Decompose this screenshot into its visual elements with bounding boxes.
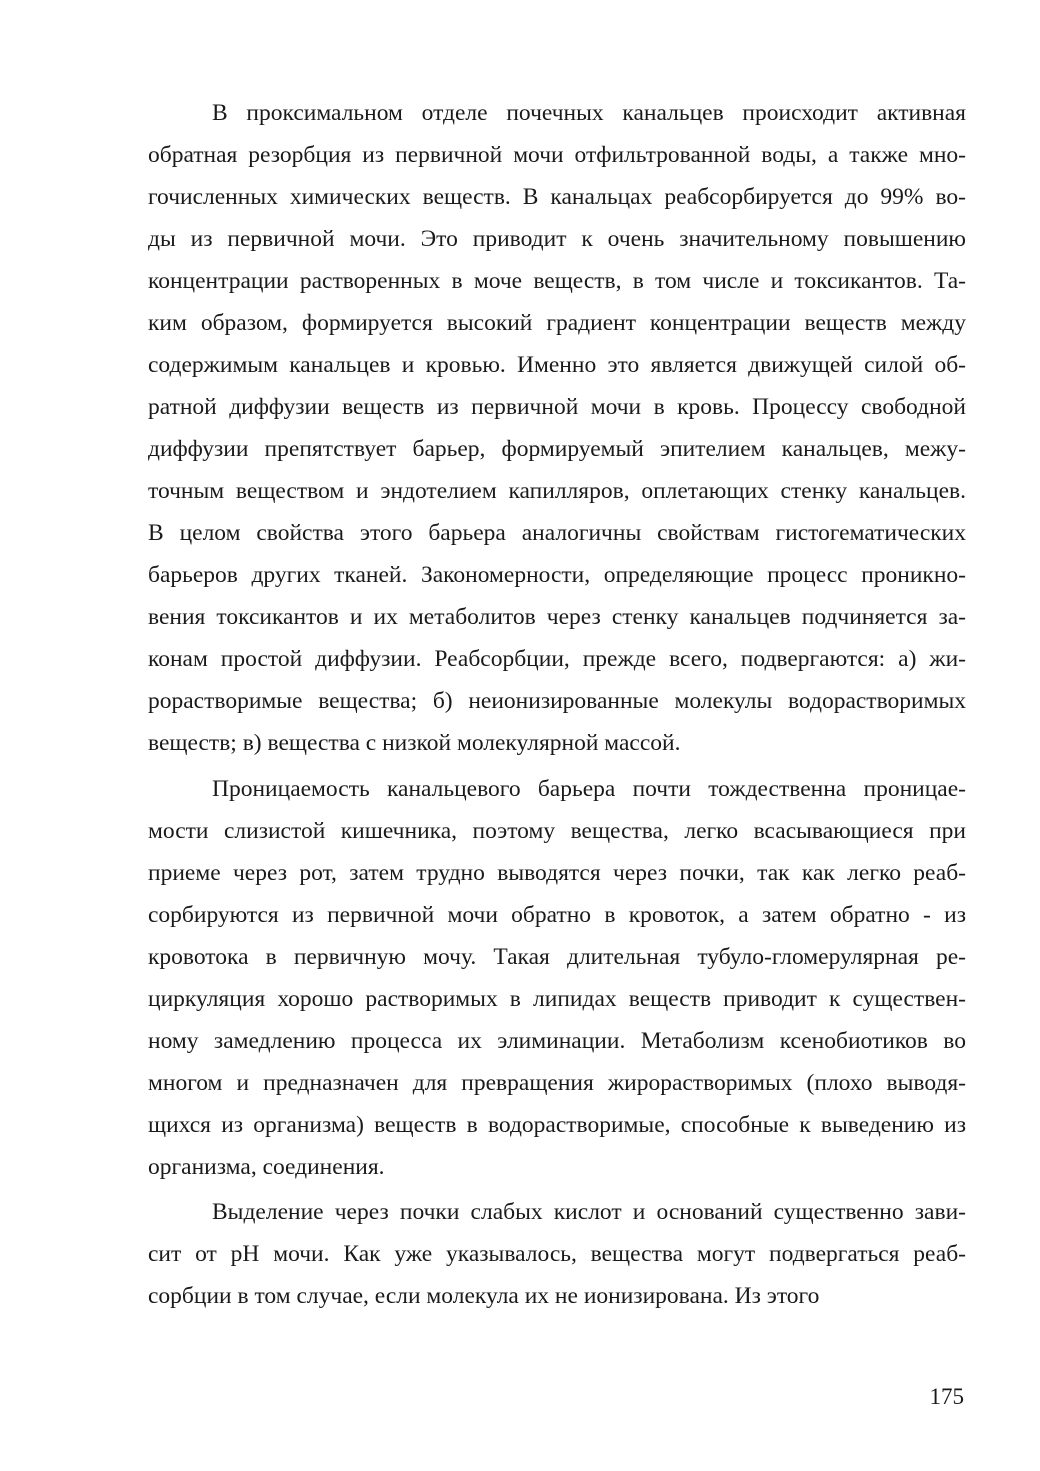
text-line: кровотока в первичную мочу. Такая длительная тубуло-гломерулярная ре- — [148, 944, 966, 970]
text-line: циркуляция хорошо растворимых в липидах веществ приводит к существен- — [148, 986, 966, 1012]
text-line: концентрации растворенных в моче веществ, в том числе и токсикантов. Та- — [148, 268, 966, 294]
text-line: сорбируются из первичной мочи обратно в кровоток, а затем обратно - из — [148, 902, 966, 928]
text-line: рорастворимые вещества; б) неионизированные молекулы водорастворимых — [148, 688, 966, 714]
text-line: сорбции в том случае, если молекула их не ионизирована. Из этого — [148, 1283, 820, 1309]
page-number: 175 — [929, 1384, 964, 1409]
text-line: точным веществом и эндотелием капилляров, оплетающих стенку канальцев. — [148, 478, 966, 504]
paragraph-urine-ph — [148, 1191, 966, 1317]
text-line: барьеров других тканей. Закономерности, определяющие процесс проникно- — [148, 562, 966, 588]
text-line: содержимым канальцев и кровью. Именно это является движущей силой об- — [148, 352, 966, 378]
text-line: конам простой диффузии. Реабсорбции, прежде всего, подвергаются: а) жи- — [148, 646, 966, 672]
text-line: В целом свойства этого барьера аналогичны свойствам гистогематических — [148, 520, 966, 546]
paragraph-tubular-barrier — [148, 768, 966, 1188]
text-line: многом и предназначен для превращения жирорастворимых (плохо выводя- — [148, 1070, 966, 1096]
paragraph-proximal-tubule — [148, 92, 966, 764]
text-line: организма, соединения. — [148, 1154, 385, 1180]
text-line: ким образом, формируется высокий градиент концентрации веществ между — [148, 310, 966, 336]
text-line: щихся из организма) веществ в водорастворимые, способные к выведению из — [148, 1112, 966, 1138]
text-line: В проксимальном отделе почечных канальцев происходит активная — [212, 100, 966, 126]
text-line: гочисленных химических веществ. В канальцах реабсорбируется до 99% во- — [148, 184, 966, 210]
text-line: вения токсикантов и их метаболитов через стенку канальцев подчиняется за- — [148, 604, 966, 630]
text-line: диффузии препятствует барьер, формируемый эпителием канальцев, межу- — [148, 436, 966, 462]
text-line: Проницаемость канальцевого барьера почти тождественна проницае- — [212, 776, 966, 802]
text-line: сит от рН мочи. Как уже указывалось, вещества могут подвергаться реаб- — [148, 1241, 966, 1267]
text-line: обратная резорбция из первичной мочи отфильтрованной воды, а также мно- — [148, 142, 966, 168]
text-line: Выделение через почки слабых кислот и оснований существенно зави- — [212, 1199, 966, 1225]
text-line: мости слизистой кишечника, поэтому вещества, легко всасывающиеся при — [148, 818, 966, 844]
text-line: ратной диффузии веществ из первичной мочи в кровь. Процессу свободной — [148, 394, 966, 420]
text-line: ному замедлению процесса их элиминации. Метаболизм ксенобиотиков во — [148, 1028, 966, 1054]
text-line: веществ; в) вещества с низкой молекулярной массой. — [148, 730, 681, 756]
text-line: ды из первичной мочи. Это приводит к очень значительному повышению — [148, 226, 966, 252]
text-line: приеме через рот, затем трудно выводятся через почки, так как легко реаб- — [148, 860, 966, 886]
